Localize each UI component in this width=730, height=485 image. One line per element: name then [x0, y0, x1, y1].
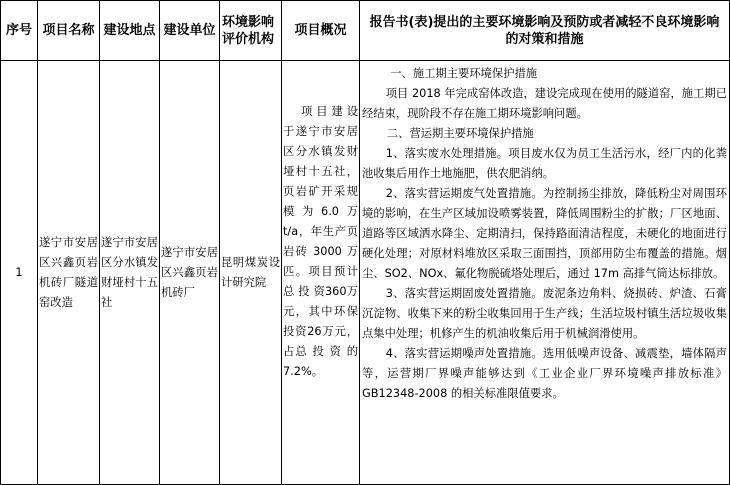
measures-paragraph: 2、落实营运期废气处置措施。为控制扬尘排放，降低粉尘对周围环境的影响，在生产区域加设喷雾装置，降低周围粉尘的扩散；厂区地面、道路等区域洒水降尘、定期清扫，保持路面清洁程度，未硬化的地面进行硬化处理；对原材料堆放区采取三面围挡，顶部用防尘布覆盖的措施。烟尘、SO2、NOx、氟化物脱硫塔处理后，通过 17m 高排气筒达标排放。	[362, 187, 727, 280]
row-construction-unit	[160, 61, 219, 484]
row-eia-org-value: 昆明煤炭设计研究院	[221, 255, 280, 289]
row-construction-unit-value: 遂宁市安居区兴鑫页岩机砖厂	[161, 245, 218, 299]
measures-heading-operation: 二、营运期主要环境保护措施	[386, 127, 534, 140]
row-overview	[282, 61, 359, 484]
header-seq: 序号	[5, 23, 32, 38]
header-eia-org: 环境影响评价机构	[222, 14, 275, 47]
measures-paragraph: 3、落实营运期固废处置措施。废泥条边角料、烧损砖、炉渣、石膏沉淀物、收集下来的粉尘收集回用于生产线；生活垃圾村镇生活垃圾收集点集中处理；机修产生的机油收集后用于机械润滑使用。	[362, 287, 727, 340]
row-seq-value: 1	[15, 265, 23, 279]
row-seq	[1, 61, 37, 484]
header-overview: 项目概况	[294, 23, 347, 38]
row-overview-value: 项 目 建 设于遂宁市安居区分水镇发财垭村十五社，页岩矿开采规模为6.0万t/a，年生产页岩砖 3000 万匹。项目预计 总 投 资360万元，其中环保投资26万元，占总 投 资 的7.2%。	[283, 105, 358, 378]
header-construction-unit: 建设单位	[163, 23, 216, 38]
header-project-name: 项目名称	[42, 23, 95, 38]
header-measures: 报告书(表)提出的主要环境影响及预防或者减轻不良环境影响的对策和措施	[369, 14, 720, 47]
measures-paragraph: 项目 2018 年完成窑体改造，建设完成现在使用的隧道窑，施工期已经结束，现阶段不存在施工期环境影响问题。	[362, 87, 727, 120]
row-measures	[360, 61, 729, 484]
row-location-value: 遂宁市安居区分水镇发财垭村十五社	[101, 235, 158, 309]
measures-heading-construction: 一、施工期主要环境保护措施	[390, 67, 538, 80]
row-project-name	[38, 61, 99, 484]
measures-paragraph: 1、落实废水处理措施。项目废水仅为员工生活污水，经厂内的化粪池收集后用作土地施肥，供农肥消纳。	[362, 147, 727, 180]
row-location	[100, 61, 159, 484]
row-project-name-value: 遂宁市安居区兴鑫页岩机砖厂隧道窑改造	[39, 235, 98, 309]
row-eia-org	[220, 61, 281, 484]
header-location: 建设地点	[103, 23, 156, 38]
measures-paragraph: 4、落实营运期噪声处置措施。选用低噪声设备、减震垫，墙体隔声等，运营期厂界噪声能够达到《工业企业厂界环境噪声排放标准》GB12348-2008 的相关标准限值要求。	[362, 347, 727, 400]
